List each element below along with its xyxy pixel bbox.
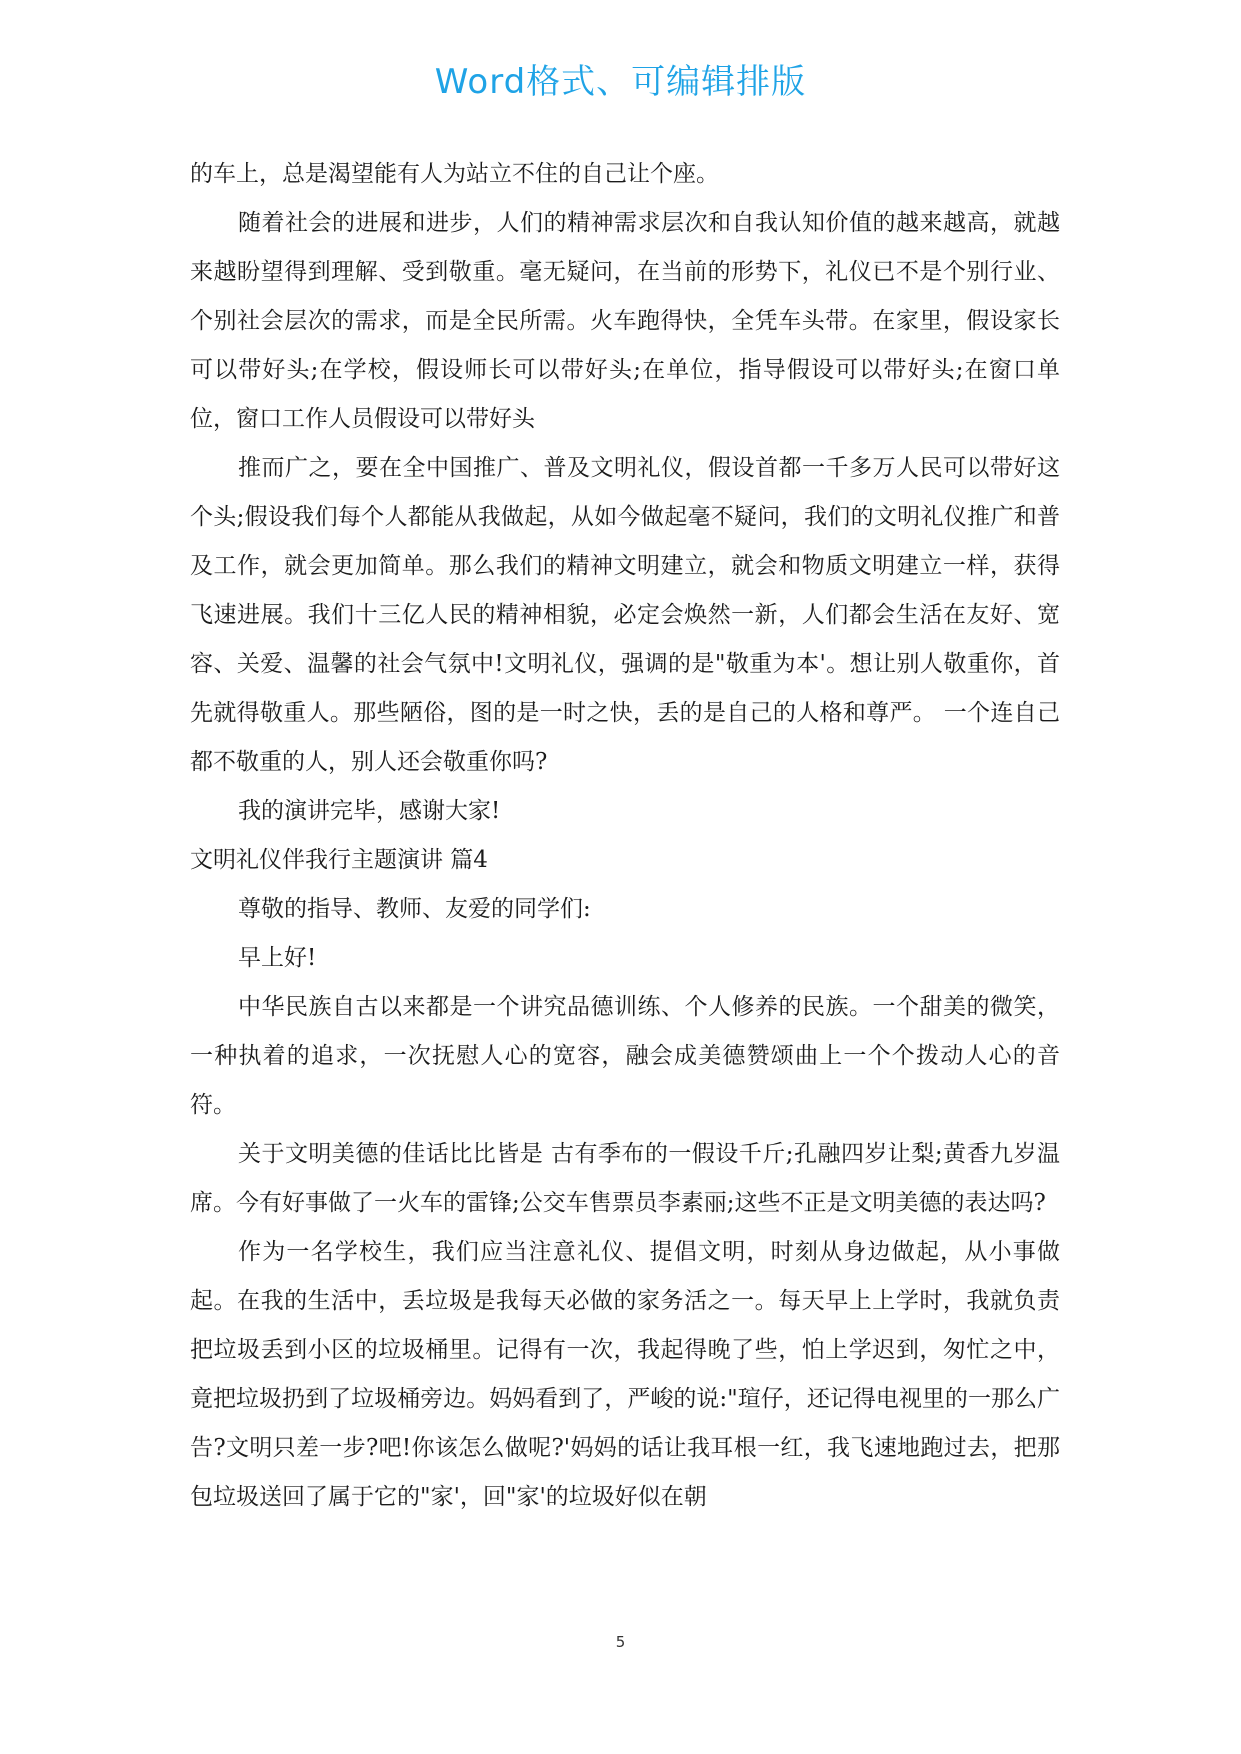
paragraph-social-progress: 随着社会的进展和进步，人们的精神需求层次和自我认知价值的越来越高，就越来越盼望得到理解、受到敬重。毫无疑问，在当前的形势下，礼仪已不是个别行业、个别社会层次的需求，而是全民所需。火车跑得快，全凭车头带。在家里，假设家长可以带好头;在学校，假设师长可以带好头;在单位，指导假设可以带好头;在窗口单位，窗口工作人员假设可以带好头 [190,210,1060,432]
paragraph-closing-thanks: 我的演讲完毕，感谢大家! [238,798,501,824]
paragraph-anecdotes: 关于文明美德的佳话比比皆是 古有季布的一假设千斤;孔融四岁让梨;黄香九岁温席。今有好事做了一火车的雷锋;公交车售票员李素丽;这些不正是文明美德的表达吗? [190,1141,1060,1216]
section-heading: 文明礼仪伴我行主题演讲 篇4 [190,847,488,873]
paragraph-promotion: 推而广之，要在全中国推广、普及文明礼仪，假设首都一千多万人民可以带好这个头;假设我们每个人都能从我做起，从如今做起毫不疑问，我们的文明礼仪推广和普及工作，就会更加简单。那么我们的精神文明建立，就会和物质文明建立一样，获得飞速进展。我们十三亿人民的精神相貌，必定会焕然一新，人们都会生活在友好、宽容、关爱、温馨的社会气氛中!文明礼仪，强调的是"敬重为本'。想让别人敬重你，首先就得敬重人。那些陋俗，图的是一时之快，丢的是自己的人格和尊严。 一个连自己都不敬重的人，别人还会敬重你吗? [190,455,1060,775]
paragraph-salutation: 尊敬的指导、教师、友爱的同学们: [238,896,591,922]
paragraph-continuation: 的车上，总是渴望能有人为站立不住的自己让个座。 [190,161,719,187]
paragraph-personal-story: 作为一名学校生，我们应当注意礼仪、提倡文明，时刻从身边做起，从小事做起。在我的生活中，丢垃圾是我每天必做的家务活之一。每天早上上学时，我就负责把垃圾丢到小区的垃圾桶里。记得有一次，我起得晚了些，怕上学迟到，匆忙之中，竟把垃圾扔到了垃圾桶旁边。妈妈看到了，严峻的说:"瑄仔，还记得电视里的一那么广告?文明只差一步?吧!你该怎么做呢?'妈妈的话让我耳根一红，我飞速地跑过去，把那包垃圾送回了属于它的"家'，回"家'的垃圾好似在朝 [190,1239,1060,1510]
page-number: 5 [615,1633,626,1651]
document-body [190,150,1060,1522]
paragraph-virtue: 中华民族自古以来都是一个讲究品德训练、个人修养的民族。一个甜美的微笑，一种执着的追求，一次抚慰人心的宽容，融会成美德赞颂曲上一个个拨动人心的音符。 [190,994,1060,1118]
paragraph-greeting: 早上好! [238,945,317,971]
page-header-title: Word格式、可编辑排版 [434,62,807,102]
